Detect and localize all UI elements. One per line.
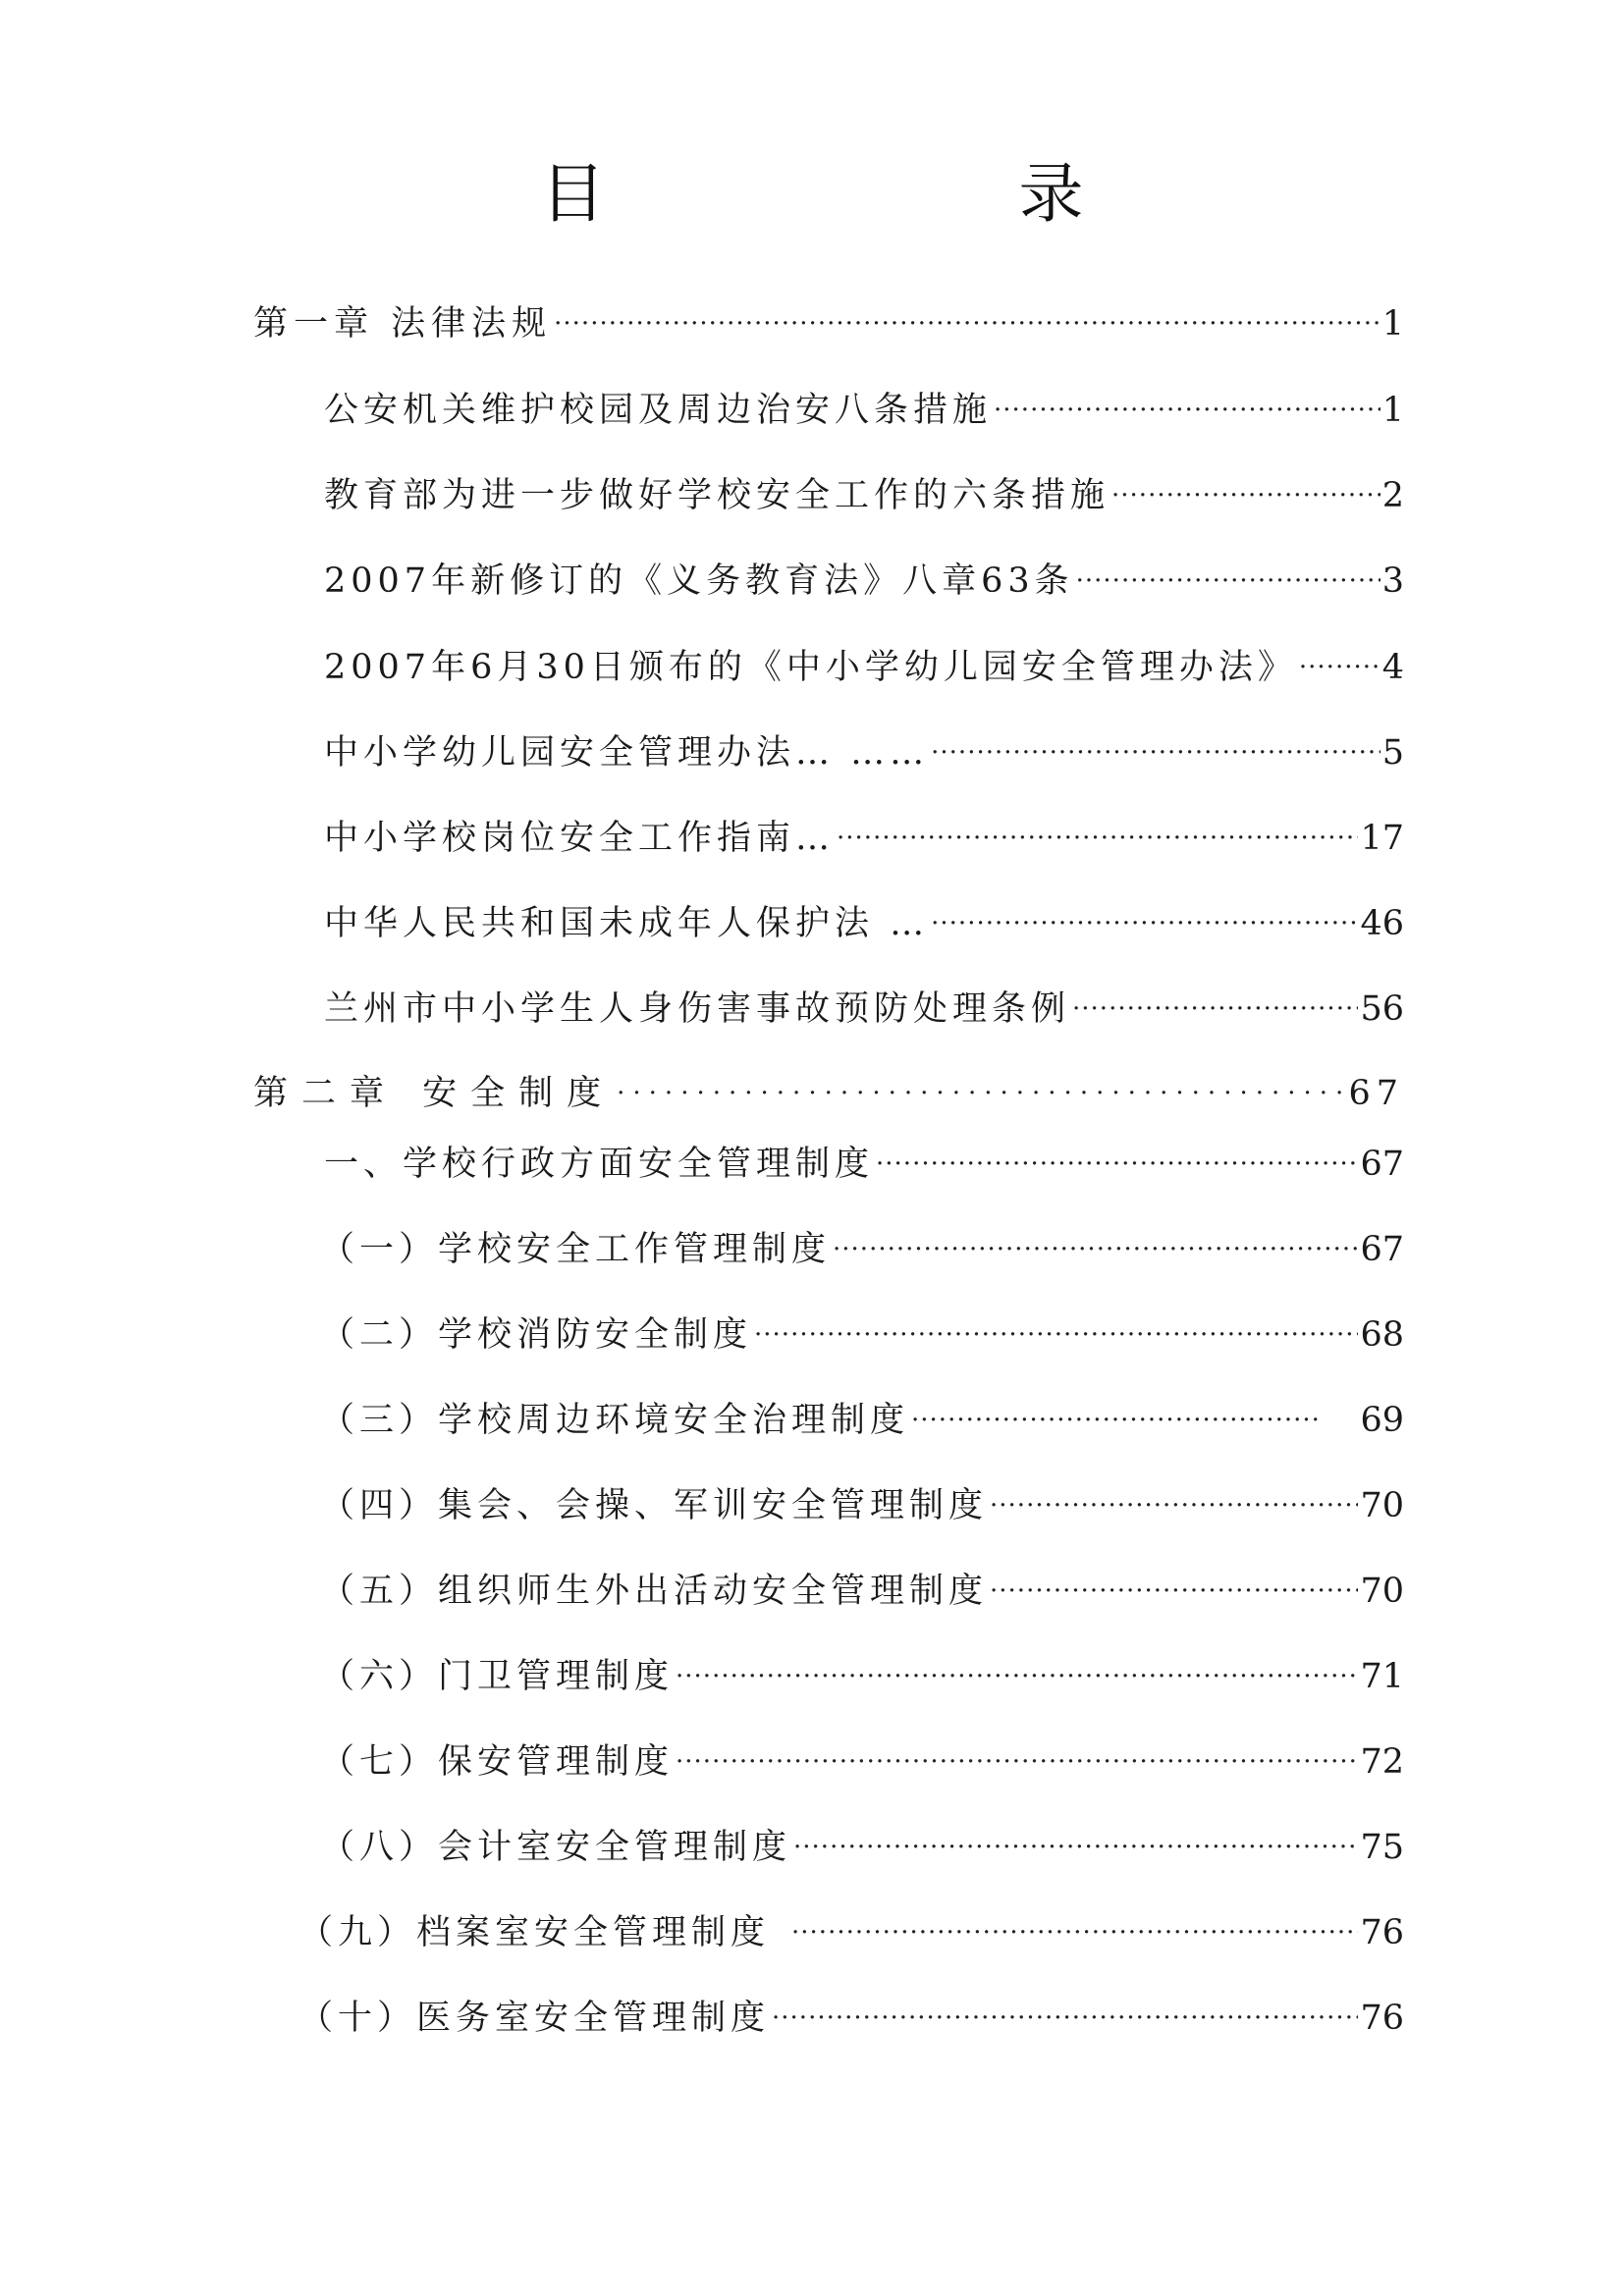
toc-entry-label: （八）会计室安全管理制度 [320, 1828, 792, 1867]
toc-page-number: 67 [1348, 1074, 1404, 1113]
toc-page-number: 67 [1360, 1230, 1404, 1269]
toc-entry[interactable] [320, 1391, 1404, 1450]
toc-entry-chapter-1[interactable] [253, 294, 1404, 353]
toc-page-number: 72 [1360, 1742, 1404, 1782]
toc-leader-dots [1070, 980, 1358, 1039]
toc-entry[interactable] [324, 381, 1404, 440]
toc-page-number: 68 [1360, 1315, 1404, 1355]
toc-leader-dots [988, 1476, 1358, 1535]
toc-entry-label: 第一章 法律法规 [253, 304, 553, 344]
toc-page-number: 76 [1360, 1999, 1404, 2038]
toc-page-number: 56 [1360, 989, 1404, 1029]
toc-entry-label: 2007年新修订的《义务教育法》八章63条 [324, 561, 1074, 601]
toc-leader-dots [789, 1903, 1358, 1962]
toc-leader-dots [835, 809, 1358, 868]
toc-page-number: 70 [1360, 1572, 1404, 1611]
toc-entry-label: 兰州市中小学生人身伤害事故预防处理条例 [324, 989, 1071, 1029]
toc-leader-dots [909, 1391, 1319, 1450]
toc-entry-label: （九）档案室安全管理制度 [298, 1913, 771, 1952]
toc-page-number: 69 [1360, 1401, 1404, 1440]
toc-entry-label: 公安机关维护校园及周边治安八条措施 [324, 391, 993, 430]
toc-entry[interactable] [320, 1647, 1404, 1706]
toc-leader-dots [752, 1306, 1358, 1364]
toc-page-number: 3 [1381, 561, 1404, 601]
toc-entry-label: 一、学校行政方面安全管理制度 [324, 1145, 875, 1184]
toc-entry-label: （十）医务室安全管理制度 [298, 1999, 771, 2038]
toc-leader-dots [615, 1064, 1346, 1123]
toc-leader-dots [929, 723, 1380, 782]
toc-entry[interactable] [320, 1306, 1404, 1364]
toc-entry[interactable] [324, 1135, 1404, 1194]
toc-entry-label: 中小学校岗位安全工作指南… [324, 819, 836, 858]
toc-entry[interactable] [324, 552, 1404, 611]
toc-page-number: 76 [1360, 1913, 1404, 1952]
toc-leader-dots [929, 894, 1358, 953]
page-title: 目 录 [540, 156, 1280, 232]
toc-entry-label: （四）集会、会操、军训安全管理制度 [320, 1486, 989, 1525]
toc-entry[interactable] [320, 1476, 1404, 1535]
toc-entry[interactable] [324, 723, 1404, 782]
toc-page-number: 1 [1381, 304, 1404, 344]
toc-entry[interactable] [320, 1733, 1404, 1791]
toc-entry[interactable] [298, 1903, 1404, 1962]
toc-entry-chapter-2[interactable] [253, 1064, 1404, 1123]
toc-page-number: 2 [1381, 476, 1404, 515]
toc-entry[interactable] [320, 1562, 1404, 1621]
toc-leader-dots [1110, 466, 1380, 525]
toc-entry-label: （五）组织师生外出活动安全管理制度 [320, 1572, 989, 1611]
toc-entry-label: （六）门卫管理制度 [320, 1657, 675, 1696]
toc-entry[interactable] [324, 809, 1404, 868]
toc-entry[interactable] [324, 894, 1404, 953]
toc-entry-label: 2007年6月30日颁布的《中小学幼儿园安全管理办法》 [324, 648, 1297, 687]
toc-page-number: 75 [1360, 1828, 1404, 1867]
toc-entry[interactable] [320, 1818, 1404, 1877]
toc-page-number: 4 [1381, 648, 1404, 687]
toc-page-number: 70 [1360, 1486, 1404, 1525]
toc-leader-dots [988, 1562, 1358, 1621]
toc-page-number: 46 [1360, 904, 1404, 943]
toc-entry[interactable] [324, 980, 1404, 1039]
toc-leader-dots [874, 1135, 1358, 1194]
toc-entry-label: 中小学幼儿园安全管理办法… …… [324, 733, 930, 773]
toc-page-number: 17 [1360, 819, 1404, 858]
toc-page-number: 1 [1381, 391, 1404, 430]
toc-leader-dots [831, 1220, 1358, 1279]
toc-entry-label: （一）学校安全工作管理制度 [320, 1230, 832, 1269]
toc-entry[interactable] [298, 1989, 1404, 2048]
toc-leader-dots [552, 294, 1380, 353]
toc-entry[interactable] [320, 1220, 1404, 1279]
toc-leader-dots [992, 381, 1380, 440]
toc-page-number: 67 [1360, 1145, 1404, 1184]
toc-entry-label: 教育部为进一步做好学校安全工作的六条措施 [324, 476, 1110, 515]
toc-page-number: 5 [1381, 733, 1404, 773]
toc-entry-label: 第二章 安全制度 [253, 1074, 616, 1113]
toc-entry-label: （二）学校消防安全制度 [320, 1315, 753, 1355]
toc-entry-label: 中华人民共和国未成年人保护法 … [324, 904, 930, 943]
toc-entry-label: （三）学校周边环境安全治理制度 [320, 1401, 910, 1440]
toc-leader-dots [674, 1647, 1358, 1706]
toc-leader-dots [1074, 552, 1380, 611]
toc-entry[interactable] [324, 466, 1404, 525]
toc-leader-dots [1297, 638, 1380, 697]
toc-page-number: 71 [1360, 1657, 1404, 1696]
toc-leader-dots [791, 1818, 1358, 1877]
toc-leader-dots [770, 1989, 1358, 2048]
toc-leader-dots [674, 1733, 1358, 1791]
toc-entry-label: （七）保安管理制度 [320, 1742, 675, 1782]
toc-entry[interactable] [324, 638, 1404, 697]
